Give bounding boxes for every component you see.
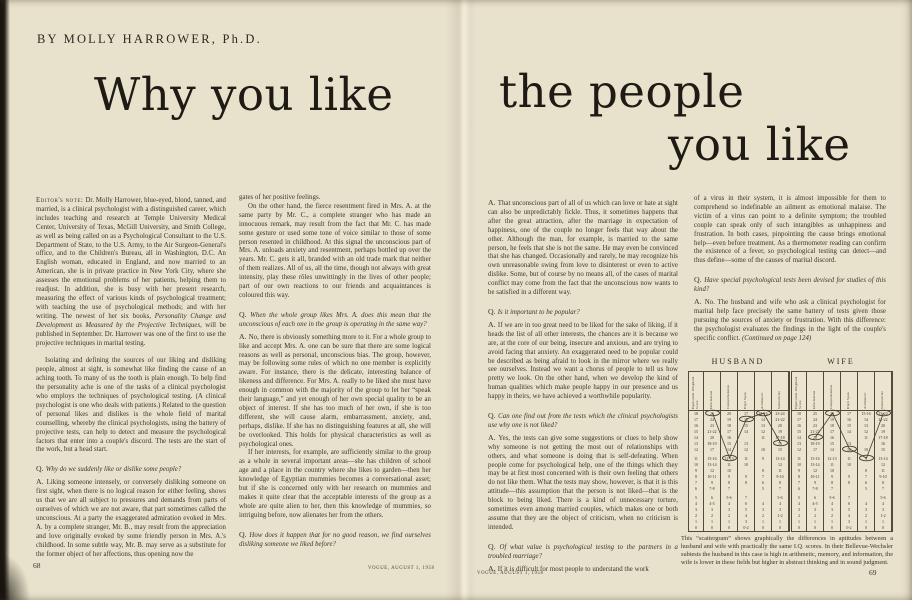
paragraph: Editor's note: Dr. Molly Harrower, blue-eyed, blond, tanned, and married, is a clinical psychologist with a distinguished career, which includes teaching and research at Temple University Medical Center, University of Texas, McGill University, and Smith College, as well as being called on as a Psychological Consultant to the U.S. Department of State, to the U.S. Army, to the Air Surgeon-General's office, and to the Children's Bureau, all in Washington, D.C. An English woman, educated in England, and now married to an American, she is in private practice in New York City, where she assesses the emotional problems of her patients, helping them to readjust. In addition, she is busy with her present research, measuring the effect of various kinds of psychological treatment; with teaching the use of psychological methods; and with her writing. The newest of her six books, Personality Change and Development as Measured by the Projective Techniques, will be published in September. Dr. Harrower was one of the first to use the projective techniques in marital testing. [36,197,226,347]
question-label: Q. [694,275,705,285]
scattergram-cell: 12 [813,468,817,473]
question: Q. Of what value is psychological testing to the partners in a troubled marriage? [488,541,678,560]
paragraph: Isolating and defining the sources of our liking and disliking people, almost at sight, is somewhat like finding the cause of an aching tooth. To many of us the tooth is plain enough. To help find the personality ache is one of the tasks of a clinical psychologist who employs the techniques of psychological testing. (A clinical psychologist is one who deals with patients.) Related to the question of personal likes and dislikes is the whole field of marital counselling, whereby the clinical psychologists, using the battery of projective tests, can help to detect and measure the psychological factors that enter into a couple's discord. The tests are the start of the work, but a head start. [36,357,226,454]
scattergram-cell: 9 [798,468,800,473]
scattergram-cell: 18 [694,411,698,416]
scattergram-cell: 4 [831,501,833,506]
scattergram-cell: 10 [761,447,765,452]
scattergram-cell: 2 [865,513,867,518]
scattergram-cell: 1 [779,519,781,524]
answer: A. If it is difficult for most people to understand the work [488,563,649,573]
scattergram-cell: 25 [710,411,714,416]
scattergram-cell: 11 [727,462,731,467]
article-column-3 [488,196,678,575]
scattergram-cell: 15 [694,429,698,434]
scattergram-cell: 7 [798,480,800,485]
answer: A. That unconscious part of all of us which can love or hate at sight can also be unpredictably fickle. Thus, it sometimes happens that after the great attraction, after the marriage in expectation of happiness, one of the couple no longer feels that way about the other. Although the man, for example, is married to the same person, he feels that she is not the same. He may even be convinced that she has changed. Occasionally and rarely, he may recognize his own unreasonable swing from love to disinterest or even to active dislike. Some, but of course by no means all, of the cases of marital conflict may come from the fact that the unconscious now wants to be satisfied in a different way. [488,198,678,297]
scattergram-cell: 5-6 [829,495,835,500]
scattergram-cell: 19 [881,429,885,434]
scattergram-cell: 1 [831,519,833,524]
answer-label: A. [239,331,249,341]
question-label: Q. [239,309,251,319]
scattergram-cell: 6 [798,486,800,491]
scattergram-column [841,372,858,531]
scattergram-cell: 15-16 [861,411,871,416]
wife-scattergram [791,371,893,532]
scattergram-cell: 8 [728,480,730,485]
scattergram-cell: 12 [797,447,801,452]
scattergram-cell: 8 [779,480,781,485]
scattergram-cell: 3 [848,519,850,524]
scattergram-cell: 1 [882,519,884,524]
scattergram-cell: 23-24 [775,411,785,416]
scattergram-cell: 7 [745,495,747,500]
scattergram-cell: 21-22 [775,417,785,422]
scattergram-cell: 5 [848,507,850,512]
scattergram-cell: 15 [778,447,782,452]
question: Q. When the whole group likes Mrs. A. does this mean that the unconscious of each one in the group is operating in the same way? [239,309,431,328]
headline-line-2: the people [499,65,745,118]
scattergram-cell: 0 [762,525,764,530]
husband-table-title: HUSBAND [711,357,765,366]
scattergram-cell: 12 [847,447,851,452]
scattergram-cell: 16 [727,435,731,440]
scattergram-cell: 13-14 [707,462,717,467]
scattergram-cell: 6 [865,480,867,485]
scattergram-cell: 21-22 [878,417,888,422]
scattergram-cell: 16 [797,423,801,428]
scattergram-cell: 9 [831,474,833,479]
paragraph: On the other hand, the fierce resentment fired in Mrs. A. at the same party by Mr. C., a complete stranger who has made an innocuous remark, may result from the fact that Mr. C. has made some gesture or used some tone of voice similar to those of some person resented in childhood. At this signal the unconscious part of Mrs. A. unloads anxiety and resentment, perhaps bottled up over the years. Mr. C. gets it all, branded with an old trade mark that neither of them realizes. All of us, all the time, though not always with great intensity, play these rôles unwittingly in the lives of other people; part of our own reactions to our friends and acquaintances is coloured this way. [239,202,431,299]
scattergram-cell: 3 [831,507,833,512]
scattergram-cell: 15-16 [707,456,717,461]
scattergram-cell: 0 [831,525,833,530]
scattergram-cell: 3 [711,507,713,512]
scattergram-cell: 14 [830,447,834,452]
scattergram-cell [738,486,754,492]
scattergram-cell: 9 [745,474,747,479]
scattergram-cell: 10 [744,462,748,467]
scattergram-cell: 7 [848,495,850,500]
scattergram-cell: 9-10 [879,474,887,479]
scattergram-cell: 6 [762,480,764,485]
scattergram-cell: 4 [762,501,764,506]
scattergram-cell: 1-2 [777,513,783,518]
scattergram-cell: 10 [830,468,834,473]
scattergram-cell: 6 [745,501,747,506]
scattergram-cell: 19 [727,417,731,422]
scattergram-cell: 11 [761,435,765,440]
footer-right: VOGUE, AUGUST 1, 1958 [477,571,544,576]
scattergram-cell: 2 [728,513,730,518]
scattergram-column [772,372,789,531]
answer-label: A. [488,198,498,207]
article-column-2 [239,194,431,550]
scattergram-cell: 15 [847,423,851,428]
scattergram-cell: 0 [779,525,781,530]
scattergram-cell: 2 [814,513,816,518]
scattergram-cell: 13 [847,441,851,446]
scattergram-cell: 10 [797,462,801,467]
scattergram-cell: 7 [779,486,781,491]
scattergram-cell: 1 [711,519,713,524]
scattergram-cell: 3 [745,519,747,524]
scattergram-cell: 9-10 [776,474,784,479]
scattergram-cell: 7 [831,486,833,491]
scattergram-cell: 16 [744,417,748,422]
scattergram-cell: 17 [830,429,834,434]
scattergram-cell: 8 [695,474,697,479]
scattergram-cell: 5 [762,486,764,491]
scattergram-cell: 14 [761,417,765,422]
scattergram-cell: 0-2 [846,525,852,530]
scattergram-column [824,372,841,531]
scattergram-column [807,372,824,531]
scattergram-cell: 11 [778,468,782,473]
scattergram-cell: 18-19 [707,441,717,446]
scattergram-cell: 10-11 [707,474,717,479]
article-column-1 [36,197,226,559]
question-label: Q. [36,464,46,474]
scattergram-column [738,372,755,531]
scattergram-cell: 2 [762,513,764,518]
scattergram-cell: 15-16 [810,456,820,461]
scattergram-cell: 0 [798,525,800,530]
scattergram-cell: 9 [695,468,697,473]
scattergram-cell: 9 [865,456,867,461]
scattergram-cell: 3 [882,507,884,512]
scattergram-cell: 11 [847,456,851,461]
scattergram-cell: 25 [813,411,817,416]
question-label: Q. [488,541,500,551]
scattergram-column-header: Comprehension [824,372,840,411]
headline-line-1: Why you like [94,68,394,121]
scattergram-cell: 20 [778,423,782,428]
scattergram-cell: 13 [744,441,748,446]
scattergram-column-header: Digit Span [738,372,754,411]
scattergram-cell: 20 [830,411,834,416]
scattergram-cell: 18 [727,423,731,428]
scattergram-cell: 6 [848,501,850,506]
scattergram-column-header: Similarities [875,372,891,411]
answer: A. Yes, the tests can give some suggestions or clues to help show why someone is not getting the most out of relationships with others, and what someone is doing that is self-defeating. When people come for psychological help, one of the things which they may be at first most concerned with is their own feeling that others do not like them. What the tests may show, however, is that it is this attitude—this assumption that the person is not liked—that is the block to being liked. There is a kind of unnecessary torture, sometimes even among married couples, which makes one or both assume that they are the object of criticism, when no criticism is intended. [488,432,679,531]
scattergram-column-header: Arithmetic [858,372,874,411]
scattergram-cell: 12 [778,462,782,467]
scattergram-cell: 17-18 [775,435,785,440]
scattergram-cell: 2 [711,513,713,518]
scattergram-cell: 17 [797,417,801,422]
question-label: Q. [488,411,499,421]
scattergram-cell: 17 [710,447,714,452]
scattergram-cell: 2 [695,513,697,518]
scattergram-cell: 9 [762,456,764,461]
scattergram-column [721,372,738,531]
scattergram-cell: 12 [761,429,765,434]
scattergram-cell: 18-19 [810,441,820,446]
scattergram-cell: 13-14 [878,456,888,461]
scattergram-column-header: Digit Span [841,372,857,411]
scattergram-cell: 4 [779,501,781,506]
scattergram-cell: 12 [710,468,714,473]
scattergram-cell: 4 [882,501,884,506]
answer-label: A. [488,563,498,573]
scattergram-cell: 7 [865,474,867,479]
scattergram-cell: 11 [881,468,885,473]
scattergram-cell: 12 [744,447,748,452]
scattergram-cell: 3 [762,507,764,512]
scattergram-cell: 12-13 [724,456,734,461]
scattergram-cell: 11 [864,435,868,440]
scattergram-cell: 13 [694,441,698,446]
scattergram-cell: 1-2 [880,513,886,518]
scattergram-cell: 20 [710,435,714,440]
question-label: Q. [239,529,250,539]
scattergram-caption: This “scattergram” shows graphically the differences in aptitudes between a husband and wife with practically the same I.Q. scores. In their Bellevue-Wechsler subtests the husband in this case is high in arithmetic, memory, and information, the wife is lower in these fields but higher in abstract thinking and in sound judgment. [681,535,893,567]
scattergram-cell: 8 [745,480,747,485]
scattergram-cell: 2 [831,513,833,518]
question: Q. Have special psychological tests been devised for studies of this kind? [694,275,886,294]
scattergram-cell: 21-22 [810,429,820,434]
scan-corner-shadow [0,554,30,600]
scattergram-column-header: Information [704,372,720,411]
scattergram-cell: 20 [813,435,817,440]
article-column-4 [694,195,886,344]
wife-table-title: WIFE [827,357,855,366]
page-gutter [446,0,476,600]
scattergram-cell: 4 [798,501,800,506]
scattergram-cell: 5 [745,507,747,512]
scattergram-cell: 7-8 [709,486,715,491]
scattergram-cell: 19 [830,417,834,422]
scattergram-cell: 15 [881,447,885,452]
answer-label: A. [488,432,499,442]
scattergram-cell: 9 [728,474,730,479]
scattergram-cell: 11 [830,462,834,467]
answer: A. No, there is obviously something more to it. For a whole group to like and accept Mrs. A. one can be sure that there are some logical reasons as well as personal, unconscious bias. The group, however, may be following some rules of which no one member is explicitly aware. For instance, there is the delicate, interesting balance of likeness and difference. For Mrs. A. really to be liked she must have enough in common with the majority of the group to let her “speak their language,” and yet enough of her own special quality to be an object of interest. If she has too much of her own, if she is too different, she will cause alarm, embarrassment, anxiety, and, perhaps, dislike. If she has no distinguishing features at all, she will be overlooked. This holds for physical characteristics as well as psychological ones. [239,331,431,448]
scattergram-cell: 3 [728,507,730,512]
scattergram-cell: 12 [881,462,885,467]
paragraph: gates of her positive feelings. [239,194,321,201]
scattergram-cell: 17 [727,429,731,434]
scattergram-cell: 20 [881,423,885,428]
question: Q. How does it happen that for no good reason, we find ourselves disliking someone we liked before? [239,529,431,548]
scattergram-cell: 1 [798,519,800,524]
headline-line-3: you like [668,118,851,171]
scattergram-column [755,372,772,531]
scattergram-cell: 15 [797,429,801,434]
scattergram-cell: 4 [695,501,697,506]
scattergram-column-header: Comprehension [721,372,737,411]
scattergram-cell: 16 [694,423,698,428]
scattergram-column-header: Equivalent Weighted Score [689,372,703,411]
scattergram-cell: 6 [695,486,697,491]
scattergram-cell: 11 [797,456,801,461]
scattergram-cell: 6 [711,495,713,500]
scattergram-cell: 0 [882,525,884,530]
scattergram-cell: 4 [745,513,747,518]
scattergram-column-header: Information [807,372,823,411]
scattergram-cell: 5-6 [777,495,783,500]
scattergram-cell: 12-13 [827,456,837,461]
scattergram-cell: 10-11 [810,474,820,479]
scattergram-cell: 3 [798,507,800,512]
scattergram-cell: 5 [695,495,697,500]
scattergram-cell: 5-6 [726,495,732,500]
scattergram-cell: 17 [847,411,851,416]
scattergram-column-header: Equivalent Weighted Score [792,372,806,411]
scattergram-cell: 16 [847,417,851,422]
scattergram-cell: 7-8 [812,486,818,491]
scattergram-cell: 11 [694,456,698,461]
scattergram-cell: 8 [865,468,867,473]
scattergram-cell: 8 [762,468,764,473]
scattergram-cell: 3 [814,507,816,512]
page-number-right: 69 [869,568,877,577]
scattergram-cell: 12 [864,429,868,434]
scattergram-cell: 18 [797,411,801,416]
scattergram-cell: 13 [864,423,868,428]
question: Q. Is it important to be popular? [488,306,580,316]
scattergram-cell: 23 [813,423,817,428]
scattergram-cell: 2 [798,513,800,518]
scattergram-cell [841,486,857,492]
scattergram-cell: 6 [814,495,816,500]
scattergram-cell: 15 [744,423,748,428]
scattergram-cell: 13-14 [810,462,820,467]
scattergram-cell: 13 [761,423,765,428]
scattergram-cell: 10 [694,462,698,467]
scattergram-cell: 20 [727,411,731,416]
scattergram-cell: 0 [695,525,697,530]
scattergram-cell: 0-2 [743,525,749,530]
scattergram-cell: 18 [830,423,834,428]
scattergram-cell: 4-5 [709,501,715,506]
scattergram-cell: 24 [710,417,714,422]
scattergram-cell: 19 [778,429,782,434]
scattergram-cell: 17 [744,411,748,416]
answer: A. Liking someone intensely, or conversely disliking someone on first sight, when there is no logical reason for either feeling, shows us that we are all subject to pressures and demands from parts of ourselves of which we are not aware, that part sometimes called the unconscious. At a party the exaggerated admiration evoked in Mrs. A. by a complete stranger, Mr. B., may result from the appreciation and love originally evoked by some friendly person in Mrs. A.'s childhood. In some subtle way, Mr. B. may serve as a substitute for the former object of her affections, thus opening now the [36,477,226,558]
scattergram-column [689,372,704,531]
scattergram-cell: 5 [865,486,867,491]
scattergram-cell: 3 [695,507,697,512]
scattergram-cell: 10 [864,447,868,452]
scattergram-column [858,372,875,531]
scattergram-cell: 14 [744,429,748,434]
paragraph: If her interests, for example, are sufficiently similar to the group as a whole in several important areas—she has children of school age and a place in the country where she likes to garden—then her knowledge of Egyptian mummies becomes a conversational asset; but if she is concerned only with her research on mummies and makes it quite clear that the acceptable interests of the group as a whole are quite alien to her, then this knowledge of mummies, so intriguing before, now alienates her from the others. [239,449,431,519]
scattergram-cell: 4 [848,513,850,518]
scattergram-cell: 17-18 [878,435,888,440]
scattergram-cell: 13 [797,441,801,446]
scattergram-cell: 8 [848,480,850,485]
scattergram-column [875,372,892,531]
scattergram-cell: 1 [728,519,730,524]
scattergram-cell: 14 [847,429,851,434]
answer-label: A. [694,297,705,307]
scattergram-cell: 10 [727,468,731,473]
scattergram-cell: 17 [694,417,698,422]
scattergram-cell: 24 [813,417,817,422]
scattergram-cell: 12 [694,447,698,452]
scattergram-cell: 16 [778,441,782,446]
scattergram-cell: 4-5 [812,501,818,506]
scattergram-cell: 1 [814,519,816,524]
scattergram-cell: 14 [727,447,731,452]
scattergram-cell: 5-6 [880,495,886,500]
scattergram-cell: 14 [694,435,698,440]
scattergram-cell: 11 [744,456,748,461]
scattergram-cell: 23 [710,423,714,428]
scattergram-cell: 0 [728,525,730,530]
scattergram-cell: 1 [762,519,764,524]
scattergram-column [792,372,807,531]
scattergram-cell: 1 [695,519,697,524]
scattergram-cell: 1 [865,519,867,524]
byline: BY MOLLY HARROWER, Ph.D. [37,32,262,46]
scattergram-column-header: Arithmetic [755,372,771,411]
answer-label: A. [488,319,498,329]
scattergram-cell: 14 [797,435,801,440]
editors-note-label: Editor's note: [36,197,86,204]
scattergram-cell: 16 [881,441,885,446]
scattergram-column [704,372,721,531]
scattergram-cell: 5 [798,495,800,500]
scattergram-cell: 15 [830,441,834,446]
scattergram-cell: 7 [695,480,697,485]
page-number-left: 68 [33,561,41,570]
scattergram-cell: 7 [882,486,884,491]
scattergram-cell: 3 [779,507,781,512]
scattergram-cell: 15-16 [758,411,768,416]
question: Q. Why do we suddenly like or dislike some people? [36,464,182,474]
scattergram-cell: 7 [762,474,764,479]
scan-edge-strip [0,0,10,600]
answer: A. If we are in too great need to be liked for the sake of liking, if it heads the list of all other interests, the chances are it is because we are, at the core of our being, insecure and anxious, and are trying to avoid facing that anxiety. An exaggerated need to be popular could be described as being afraid to look in the mirror where we really see ourselves. Instead we want a chorus of people to tell us how pretty we look. On the other hand, when we develop the kind of human qualities which make people happy in our presence and us happy in theirs, we have achieved a worthwhile popularity. [488,319,678,401]
question-label: Q. [488,306,498,316]
scattergram-column-header: Similarities [772,372,788,411]
scattergram-cell: 16 [830,435,834,440]
scattergram-cell: 0 [814,525,816,530]
answer-label: A. [36,477,47,487]
scattergram-cell: 4 [728,501,730,506]
scattergram-cell: 0 [711,525,713,530]
scattergram-cell: 7 [728,486,730,491]
scattergram-cell: 9 [848,474,850,479]
question: Q. Can one find out from the tests which the clinical psychologists use why one is not liked? [488,411,678,429]
scattergram-cell: 9 [814,480,816,485]
scattergram-cell: 4 [865,501,867,506]
paragraph: of a virus in their system, it is almost impossible for them to comprehend so indefinable an ailment as emotional malaise. The victim of a virus can point to a definite symptom; the troubled couple can speak only of such intangibles as unhappiness and frustration. In both cases, pinpointing the cause brings emotional help—even before treatment. As a thermometer reading can confirm the existence of a fever, so psychological testing can detect—and thus define—some of the causes of marital discord. [694,195,886,265]
footer-left: VOGUE, AUGUST 1, 1958 [368,566,435,571]
scattergram-cell: 10 [847,462,851,467]
husband-scattergram [688,371,790,532]
scattergram-cell: 13-14 [775,456,785,461]
scattergram-cell: 17 [813,447,817,452]
scattergram-cell: 8 [831,480,833,485]
scattergram-cell: 3 [865,507,867,512]
scattergram-cell: 0 [865,525,867,530]
scattergram-cell: 23-24 [878,411,888,416]
scattergram-cell: 21-22 [707,429,717,434]
scattergram-cell: 15 [727,441,731,446]
scattergram-cell: 8 [798,474,800,479]
answer: A. No. The husband and wife who ask a clinical psychologist for marital help face precisely the same battery of tests given those pursuing the sources of anxiety or frustration. With this difference: the psychologist evaluates the findings in the light of the couple's specific conflict. (Continued on page 124) [694,297,886,342]
scattergram-cell: 8 [882,480,884,485]
scattergram-cell: 9 [711,480,713,485]
scattergram-cell: 14 [864,417,868,422]
